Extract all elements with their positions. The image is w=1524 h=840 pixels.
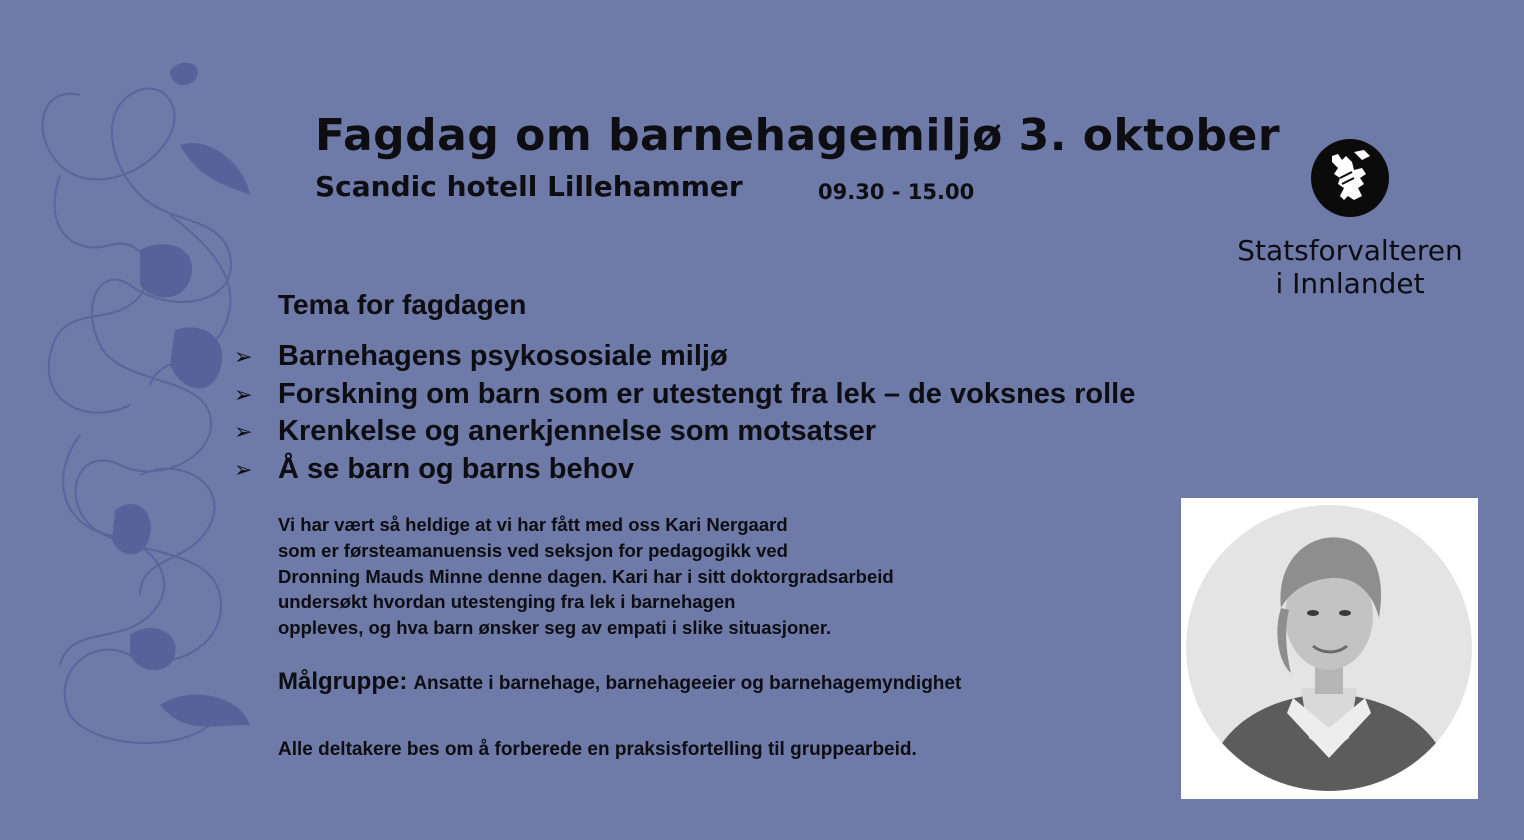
- arrow-bullet-icon: ➢: [234, 344, 253, 369]
- intro-line: Dronning Mauds Minne denne dagen. Kari har i sitt doktorgradsarbeid: [278, 565, 894, 587]
- topic-text: Å se barn og barns behov: [278, 452, 635, 485]
- intro-line: undersøkt hvordan utestenging fra lek i barnehagen: [278, 591, 736, 613]
- list-item: [234, 451, 1135, 489]
- speaker-portrait-image: [1181, 498, 1478, 799]
- arrow-bullet-icon: ➢: [234, 456, 253, 482]
- target-audience: [278, 668, 961, 696]
- arrow-bullet-icon: ➢: [234, 419, 253, 444]
- topics-heading: Tema for fagdagen: [278, 289, 527, 320]
- topic-text: Barnehagens psykososiale miljø: [278, 340, 728, 372]
- page-title: Fagdag om barnehagemiljø 3. oktober: [315, 110, 1281, 161]
- decorative-line-art: [20, 55, 260, 755]
- list-item: [234, 338, 1135, 376]
- topics-list: [234, 338, 1135, 488]
- list-item: [234, 413, 1135, 451]
- intro-line: oppleves, og hva barn ønsker seg av empati i slike situasjoner.: [278, 617, 832, 639]
- logo-line-2: i Innlandet: [1275, 267, 1425, 300]
- logo-line-1: Statsforvalteren: [1237, 234, 1463, 267]
- audience-label: Målgruppe:: [278, 668, 408, 695]
- audience-value: Ansatte i barnehage, barnehageeier og barnehagemyndighet: [413, 673, 962, 694]
- time-range: 09.30 - 15.00: [818, 180, 975, 204]
- speaker-photo: [1181, 498, 1478, 799]
- topic-text: Krenkelse og anerkjennelse som motsatser: [278, 415, 876, 447]
- participant-note: Alle deltakere bes om å forberede en praksisfortelling til gruppearbeid.: [278, 739, 917, 760]
- intro-line: Vi har vært så heldige at vi har fått med oss Kari Nergaard: [278, 514, 788, 535]
- intro-paragraph: [278, 512, 894, 641]
- venue: Scandic hotell Lillehammer: [315, 170, 743, 203]
- arrow-bullet-icon: ➢: [234, 381, 253, 407]
- organization-logo: [1220, 138, 1480, 308]
- intro-line: som er førsteamanuensis ved seksjon for pedagogikk ved: [278, 539, 788, 561]
- norwegian-lion-icon: [1310, 138, 1390, 218]
- list-item: [234, 376, 1135, 414]
- topic-text: Forskning om barn som er utestengt fra lek – de voksnes rolle: [278, 377, 1136, 410]
